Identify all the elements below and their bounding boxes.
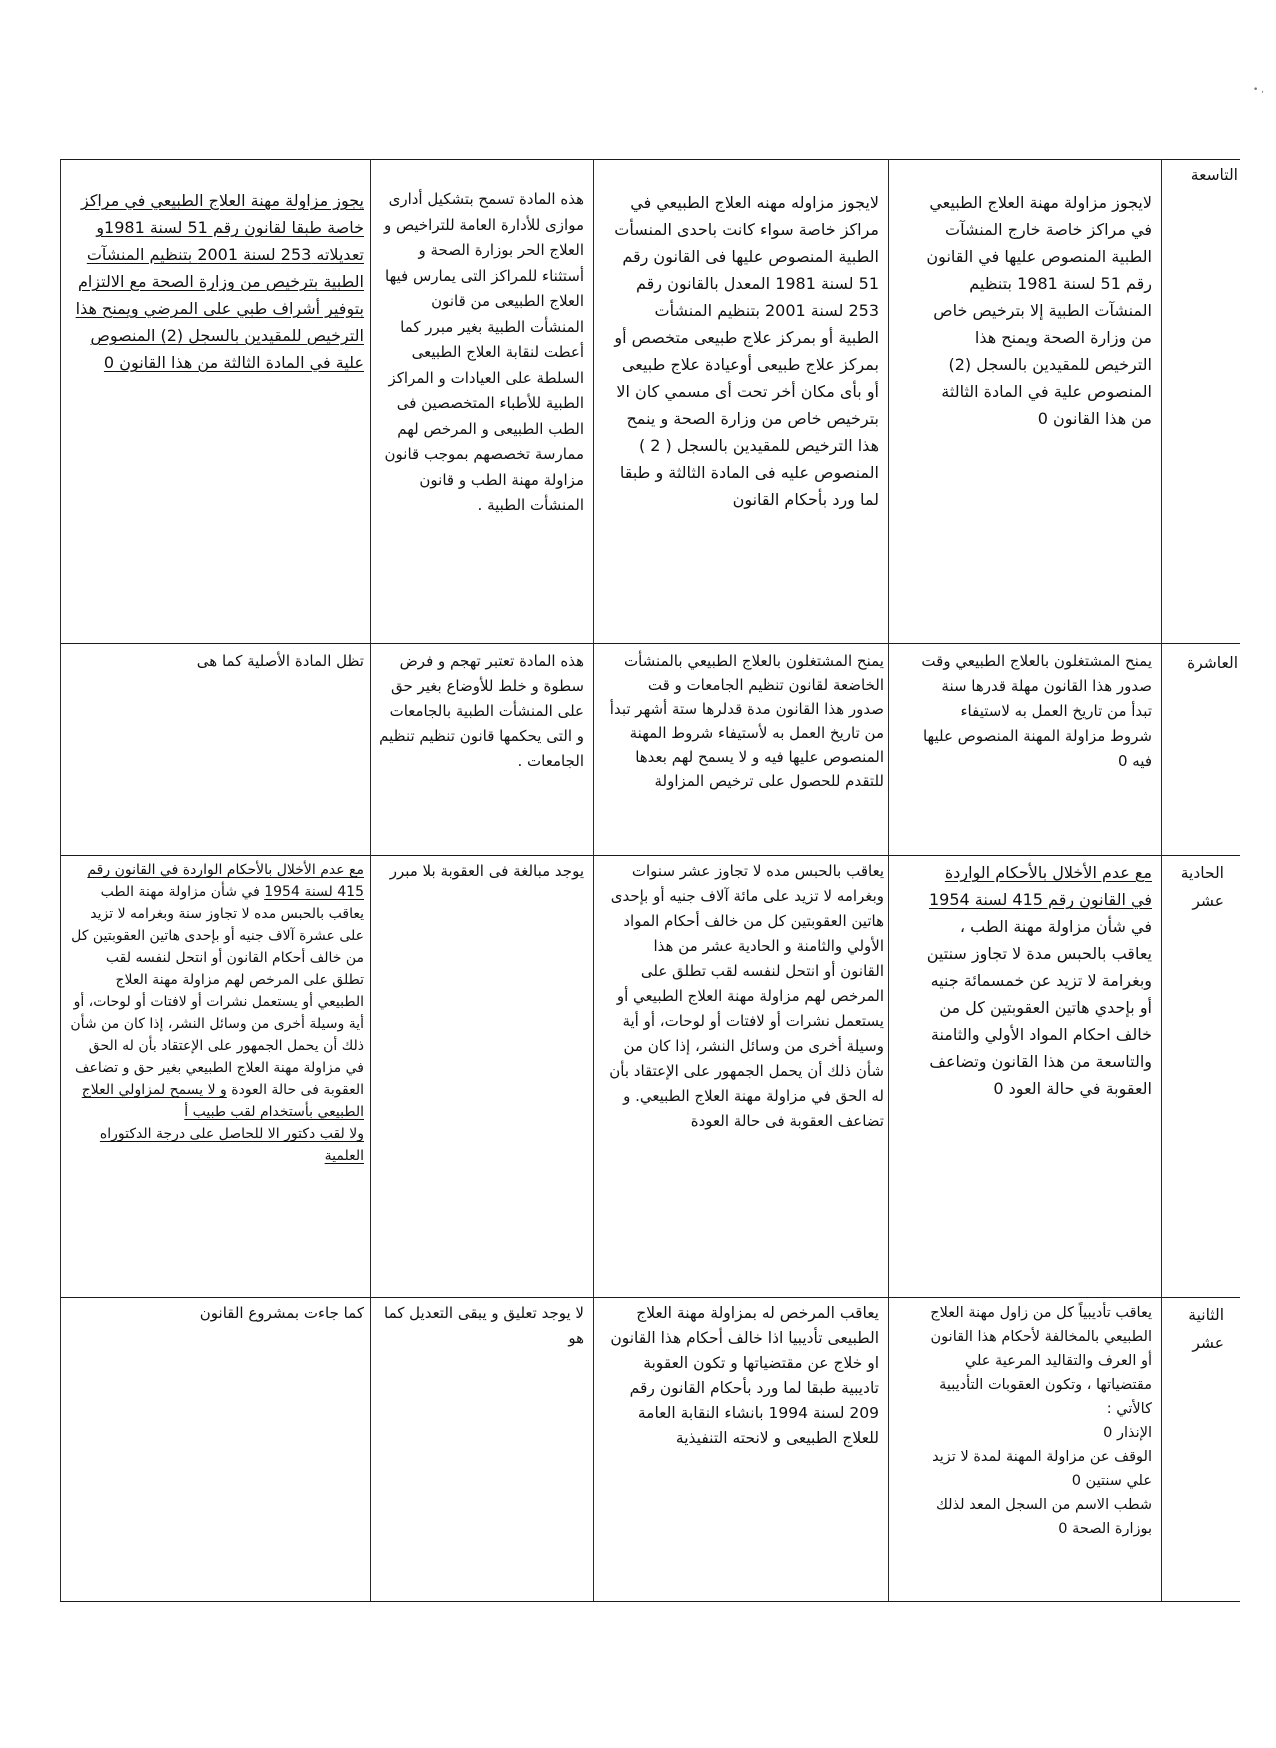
article-label: الحادية عشر xyxy=(1180,864,1224,910)
amendment-text-cell: يعاقب المرخص له بمزاولة مهنة العلاج الطبيعى تأديبيا اذا خالف أحكام هذا القانون او خلاج عن مقتضياتها و تكون العقوبة تاديبية طبقا لما ورد بأحكام القانون رقم 209 لسنة 1994 بانشاء النقابة العامة للعلاج الطبيعى و لانحته التنفيذية xyxy=(610,1304,879,1447)
original-text-cell xyxy=(920,859,1152,1102)
underlined-law-reference: مع عدم الأخلال بالأحكام الواردة في القانون رقم 415 لسنة 1954 xyxy=(928,863,1152,909)
column-divider xyxy=(370,159,371,1601)
penalty-item: شطب الاسم من السجل المعد لذلك بوزارة الصحة 0 xyxy=(935,1497,1152,1537)
proposed-text-cell xyxy=(70,859,364,1167)
comparison-table xyxy=(60,159,1240,1601)
comment-text-cell: يوجد مبالغة فى العقوبة بلا مبرر xyxy=(389,862,584,880)
article-label: التاسعة xyxy=(1190,166,1238,184)
row-divider xyxy=(60,855,1240,856)
amendment-text-cell: يعاقب بالحبس مده لا تجاوز عشر سنوات وبغرامه لا تزيد على مائة آلاف جنيه أو بإحدى هاتين العقوبتين كل من خالف أحكام المواد الأولي والثامنة و الحادية عشر من هذا القانون أو انتحل لنفسه لقب تطلق على المرخص لهم مزاولة مهنة العلاج الطبيعي أو يستعمل نشرات أو لافتات أو لوحات، أو أية وسيلة أخرى من وسائل النشر، إذا كان من شأن ذلك أن يحمل الجمهور على الإعتقاد بأن له الحق في مزاولة مهنة العلاج الطبيعي. و تضاعف العقوبة فى حالة العودة xyxy=(609,862,884,1130)
original-text-intro: يعاقب تأديبياً كل من زاول مهنة العلاج الطبيعي بالمخالفة لأحكام هذا القانون أو العرف والتقاليد المرعية علي مقتضياتها ، وتكون العقوبات التأديبية كالأتي : xyxy=(930,1305,1152,1417)
table-top-border xyxy=(60,159,1240,160)
page-corner-mark: • , xyxy=(1253,85,1265,95)
column-divider xyxy=(60,159,61,1601)
comment-text-cell: هذه المادة تسمح بتشكيل أدارى موازى للأدارة العامة للتراخيص و العلاج الحر بوزارة الصحة و أستثناء للمراكز التى يمارس فيها العلاج الطبيعى من قانون المنشأت الطبية بغير مبرر كما أعطت لنقابة العلاج الطبيعى السلطة على العيادات و المراكز الطبية للأطباء المتخصصين فى الطب الطبيعى و المرخص لهم ممارسة تخصصهم بموجب قانون مزاولة مهنة الطب و قانون المنشأت الطبية . xyxy=(383,190,584,514)
original-text-cell: لايجوز مزاولة مهنة العلاج الطبيعي في مراكز خاصة خارج المنشآت الطبية المنصوص عليها في القانون رقم 51 لسنة 1981 بتنظيم المنشآت الطبية إلا بترخيص خاص من وزارة الصحة ويمنح هذا الترخيص للمقيدين بالسجل (2) المنصوص علية في المادة الثالثة من هذا القانون 0 xyxy=(926,193,1152,428)
penalty-item: الوقف عن مزاولة المهنة لمدة لا تزيد علي سنتين 0 xyxy=(932,1449,1152,1489)
original-text-body: في شأن مزاولة مهنة الطب ، يعاقب بالحبس مدة لا تجاوز سنتين وبغرامة لا تزيد عن خمسمائة جنيه أو بإحدي هاتين العقوبتين كل من خالف احكام المواد الأولي والثامنة والتاسعة من هذا القانون وتضاعف العقوبة في حالة العود 0 xyxy=(926,917,1152,1098)
row-divider xyxy=(60,643,1240,644)
column-divider xyxy=(593,159,594,1601)
article-label: العاشرة xyxy=(1187,654,1238,672)
comment-text-cell: لا يوجد تعليق و يبقى التعديل كما هو xyxy=(384,1304,584,1347)
original-text-cell: يمنح المشتغلون بالعلاج الطبيعي وقت صدور هذا القانون مهلة قدرها سنة تبدأ من تاريخ العمل به لاستيفاء شروط مزاولة المهنة المنصوص عليها فيه 0 xyxy=(921,652,1152,770)
column-divider xyxy=(888,159,889,1601)
underlined-title-restriction: و لا يسمح لمزاولي العلاج الطبيعي بأستخدام لقب طبيب أ xyxy=(81,1082,364,1120)
row-divider xyxy=(60,1297,1240,1298)
original-text-cell xyxy=(920,1301,1152,1541)
underlined-law-reference: مع عدم الأخلال بالأحكام الواردة في القانون رقم 415 لسنة 1954 xyxy=(87,862,364,900)
proposed-text-cell: تظل المادة الأصلية كما هى xyxy=(196,652,364,670)
column-divider xyxy=(1161,159,1162,1601)
underlined-doctor-title-clause: ولا لقب دكتور الا للحاصل على درجة الدكتوراه العلمية xyxy=(99,1126,364,1164)
amendment-text-cell: لايجوز مزاوله مهنه العلاج الطبيعي في مراكز خاصة سواء كانت باحدى المنسأت الطبية المنصوص عليها فى القانون رقم 51 لسنة 1981 المعدل بالقانون رقم 253 لسنة 2001 بتنظيم المنشأت الطبية أو بمركز علاج طبيعى متخصص أو بمركز علاج طبيعى أوعيادة علاج طبيعى أو بأى مكان أخر تحت أى مسمي كان الا بترخيص خاص من وزارة الصحة و ينمح هذا الترخيص للمقيدين بالسجل ( 2 ) المنصوص عليه فى المادة الثالثة و طبقا لما ورد بأحكام القانون xyxy=(614,193,879,509)
penalty-item: الإنذار 0 xyxy=(1103,1425,1152,1441)
proposed-text-cell: يجوز مزاولة مهنة العلاج الطبيعي في مراكز خاصة طبقا لقانون رقم 51 لسنة 1981و تعديلاته 253 لسنة 2001 بتنظيم المنشآت الطبية بترخيص من وزارة الصحة مع الالتزام بتوفير أشراف طبي على المرضي ويمنح هذا الترخيص للمقيدين بالسجل (2) المنصوص علية في المادة الثالثة من هذا القانون 0 xyxy=(75,191,364,372)
article-label: الثانية عشر xyxy=(1188,1306,1224,1352)
proposed-text-cell: كما جاءت بمشروع القانون xyxy=(199,1304,364,1322)
proposed-text-body: في شأن مزاولة مهنة الطب يعاقب بالحبس مده لا تجاوز سنة وبغرامه لا تزيد على عشرة آلاف جنيه أو بإحدى هاتين العقوبتين كل من خالف أحكام القانون أو انتحل لنفسه لقب تطلق على المرخص لهم مزاولة مهنة العلاج الطبيعي أو يستعمل نشرات أو لافتات أو لوحات، أو أية وسيلة أخرى من وسائل النشر، إذا كان من شأن ذلك أن يحمل الجمهور على الإعتقاد بأن له الحق في مزاولة مهنة العلاج الطبيعي بغير حق و تضاعف العقوبة فى حالة العودة xyxy=(70,884,364,1098)
amendment-text-cell: يمنح المشتغلون بالعلاج الطبيعي بالمنشأت الخاضعة لقانون تنظيم الجامعات و قت صدور هذا القانون مدة قدلرها ستة أشهر تبدأ من تاريخ العمل به لأستيفاء شروط المهنة المنصوص عليها فيه و لا يسمح لهم بعدها للتقدم للحصول على ترخيص المزاولة xyxy=(609,652,884,790)
comment-text-cell: هذه المادة تعتبر تهجم و فرض سطوة و خلط للأوضاع بغير حق على المنشأت الطبية بالجامعات و التى يحكمها قانون تنظيم تنظيم الجامعات . xyxy=(379,652,584,770)
table-bottom-border xyxy=(60,1601,1240,1602)
